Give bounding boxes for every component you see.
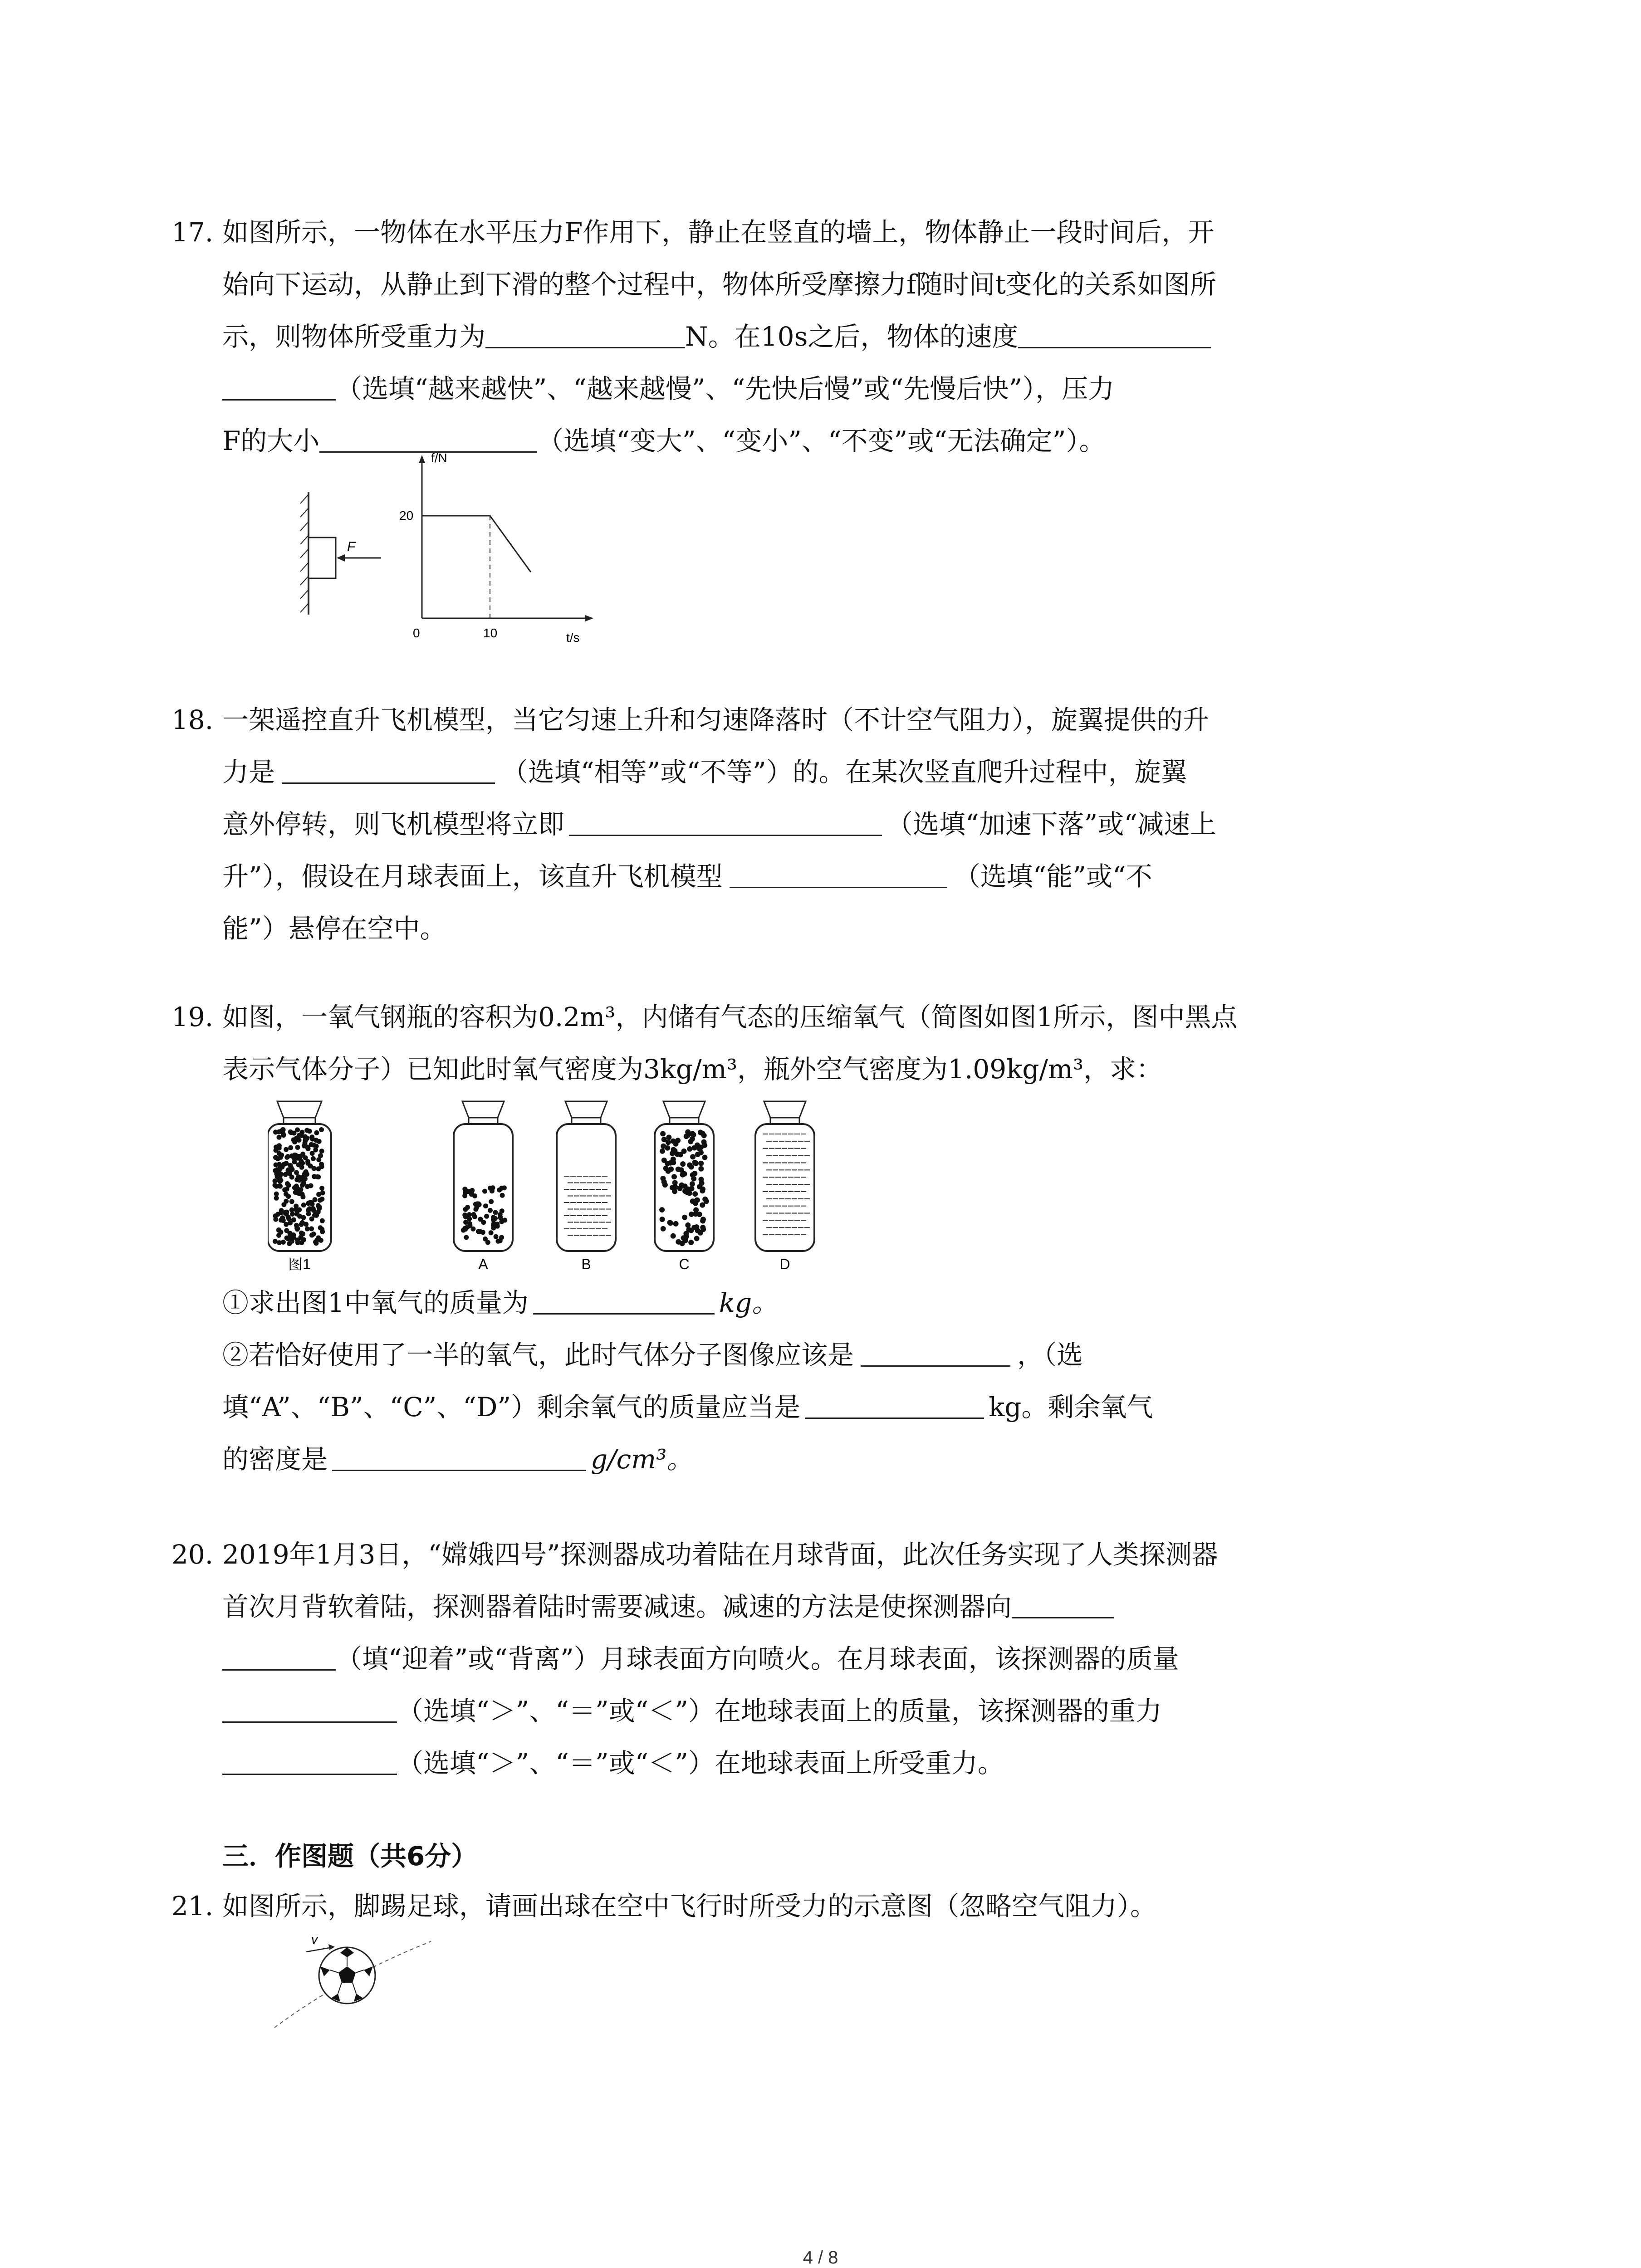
answer-blank[interactable] [332,1441,586,1471]
label-a: A [478,1256,488,1272]
answer-blank[interactable] [222,370,336,401]
answer-blank[interactable] [569,806,882,836]
question-19-subquestions [222,1277,1429,1486]
question-text: （选填“相等”或“不等”）的。在某次竖直爬升过程中，旋翼 [502,757,1187,787]
question-text: 如图，一氧气钢瓶的容积为0.2m³，内储有气态的压缩氧气（简图如图1所示，图中黑点 [222,1002,1238,1032]
question-text: 始向下运动，从静止到下滑的整个过程中，物体所受摩擦力f随时间t变化的关系如图所 [222,269,1216,300]
x-axis-arrow [585,615,593,621]
section-title: 三．作图题（共6分） [222,1841,478,1872]
answer-blank[interactable] [222,1640,336,1671]
answer-blank[interactable] [1018,318,1211,348]
question-text: （选填“加速下落”或“减速上 [887,809,1216,840]
question-text: 意外停转，则飞机模型将立即 [222,809,565,840]
question-text: （填“迎着”或“背离”）月球表面方向喷火。在月球表面，该探测器的质量 [336,1643,1179,1674]
page-number: 4 / 8 [803,2248,838,2268]
soccer-ball-icon [319,1947,375,2004]
question-17 [171,206,1429,467]
cylinder-a [454,1101,513,1251]
cylinder-figure-1 [268,1101,331,1251]
y-axis-arrow [419,455,425,463]
block [309,538,336,578]
force-label: F [347,539,356,554]
x-tick-label: 10 [483,626,498,640]
question-text: 能”）悬停在空中。 [222,913,446,944]
question-text: kg。 [719,1287,779,1318]
question-text: （选填“＞”、“＝”或“＜”）在地球表面上的质量，该探测器的重力 [397,1696,1162,1726]
answer-blank[interactable] [1012,1588,1114,1618]
label-d: D [779,1256,790,1272]
answer-blank[interactable] [805,1388,984,1419]
friction-series-line [422,516,531,572]
label-b: B [581,1256,591,1272]
arrow-head [337,554,345,562]
question-text: 2019年1月3日，“嫦娥四号”探测器成功着陆在月球背面，此次任务实现了人类探测器 [222,1539,1218,1570]
question-text: （选填“＞”、“＝”或“＜”）在地球表面上所受重力。 [397,1748,1004,1779]
question-text: 填“A”、“B”、“C”、“D”）剩余氧气的质量应当是 [222,1392,801,1422]
q21-soccer-figure [268,1921,449,2034]
velocity-label: v [311,1932,318,1946]
q19-cylinders-figure [268,1095,857,1290]
answer-blank[interactable] [861,1336,1010,1367]
question-text: 一架遥控直升飞机模型，当它匀速上升和匀速降落时（不计空气阻力），旋翼提供的升 [222,704,1210,735]
velocity-arrow [306,1947,332,1952]
question-text: 升”），假设在月球表面上，该直升飞机模型 [222,861,723,892]
question-number: 20. [171,1539,214,1570]
answer-blank[interactable] [222,1692,397,1723]
question-text: 如图所示，一物体在水平压力F作用下，静止在竖直的墙上，物体静止一段时间后，开 [222,217,1215,248]
question-text: （选填“越来越快”、“越来越慢”、“先快后慢”或“先慢后快”），压力 [336,373,1115,404]
question-text: 力是 [222,757,275,787]
question-text: 的密度是 [222,1444,328,1475]
y-axis-label: f/N [431,451,447,465]
origin-label: 0 [413,626,420,640]
question-18 [171,694,1429,955]
question-text: N。在10s之后，物体的速度 [685,321,1019,352]
answer-blank[interactable] [282,753,495,784]
question-number: 17. [171,217,214,248]
question-text: 首次月背软着陆，探测器着陆时需要减速。减速的方法是使探测器向 [222,1591,1012,1622]
question-text: ②若恰好使用了一半的氧气，此时气体分子图像应该是 [222,1339,854,1370]
y-tick-label: 20 [399,508,414,523]
cylinder-d [755,1101,814,1251]
question-number: 18. [171,704,214,735]
question-text: （选填“能”或“不 [954,861,1152,892]
cylinder-c [655,1101,714,1251]
question-number: 21. [171,1891,214,1921]
question-text: F的大小 [222,425,320,456]
answer-blank[interactable] [485,318,685,348]
answer-blank[interactable] [533,1284,715,1315]
question-text: 表示气体分子）已知此时氧气密度为3kg/m³，瓶外空气密度为1.09kg/m³，求： [222,1054,1163,1085]
wall [300,492,309,615]
question-text: 如图所示，脚踢足球，请画出球在空中飞行时所受力的示意图（忽略空气阻力）。 [222,1891,1157,1921]
answer-blank[interactable] [222,1745,397,1775]
question-19 [171,991,1429,1095]
question-text: （选填“变大”、“变小”、“不变”或“无法确定”）。 [537,425,1106,456]
answer-blank[interactable] [730,858,947,888]
question-text: 示，则物体所受重力为 [222,321,486,352]
label-figure-1: 图1 [288,1256,311,1272]
q17-figure [263,447,608,646]
question-text: ①求出图1中氧气的质量为 [222,1287,529,1318]
question-number: 19. [171,1002,214,1032]
question-text: g/cm³。 [591,1444,693,1475]
x-axis-label: t/s [566,631,580,645]
f-t-graph [399,451,593,645]
question-text: ，（选 [1017,1339,1083,1370]
velocity-arrow-head [328,1944,335,1950]
question-text: kg。剩余氧气 [989,1392,1153,1422]
cylinder-b [557,1101,616,1251]
label-c: C [679,1256,690,1272]
question-20 [171,1529,1429,1789]
